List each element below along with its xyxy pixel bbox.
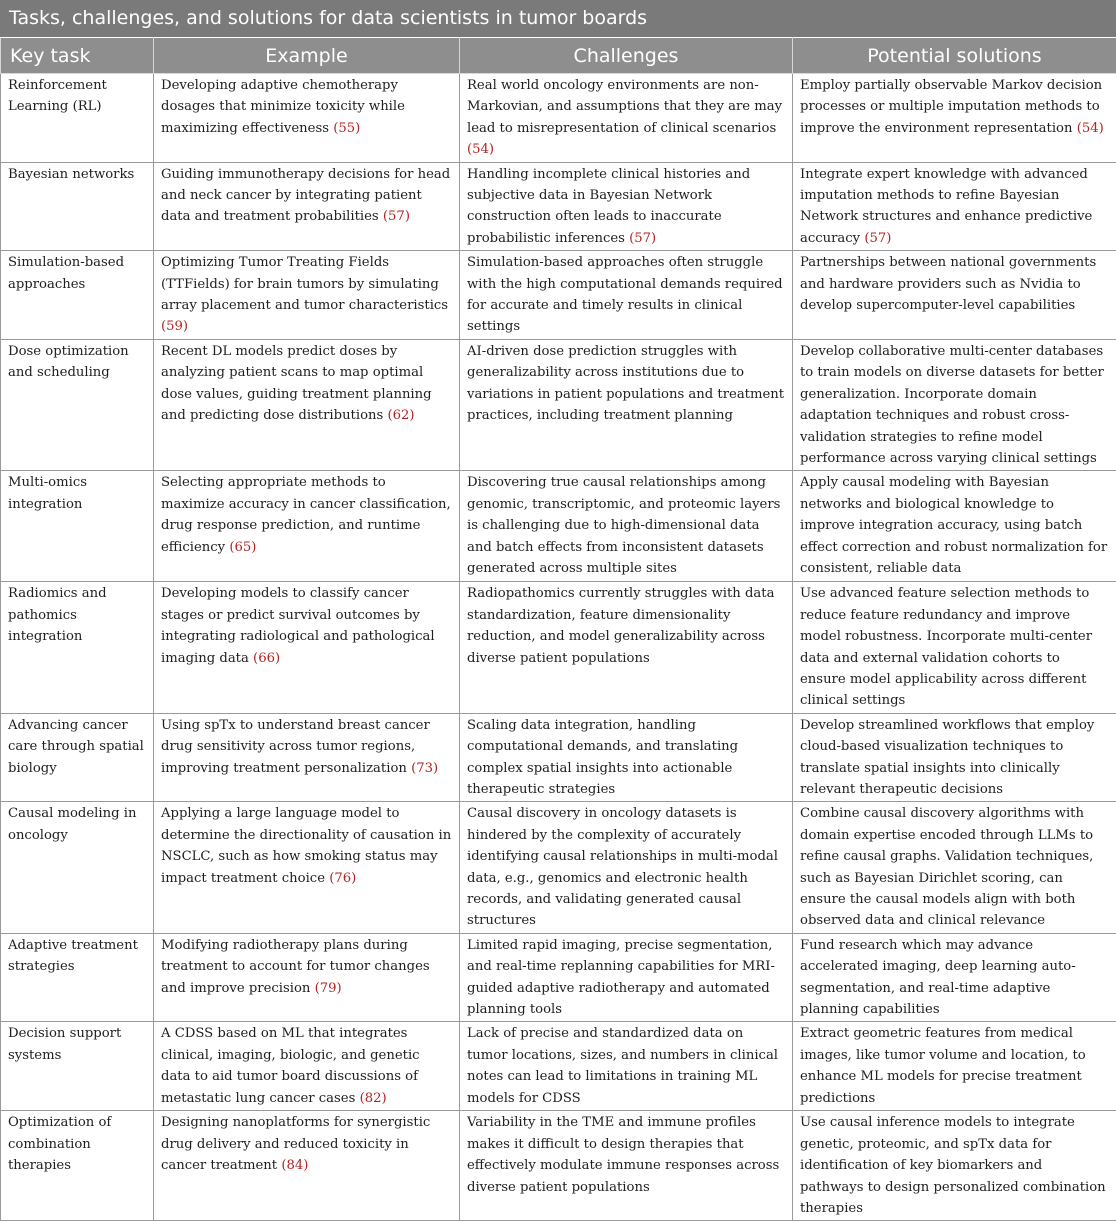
cell-potential-solutions [793,251,1116,340]
cell-example [154,339,460,470]
header-key-task: Key task [1,38,154,74]
citation-reference: (54) [1077,121,1104,136]
cell-challenges-text: Simulation-based approaches often struggle with the high computational demands required for accurate and timely results in clinical settings [467,255,783,334]
cell-example [154,471,460,582]
cell-challenges [460,74,793,163]
cell-key-task [1,1022,154,1111]
cell-challenges [460,339,793,470]
citation-reference: (55) [333,121,360,136]
cell-challenges-text: Scaling data integration, handling computational demands, and translating complex spatial insights into actionable therapeutic strategies [467,718,738,797]
cell-potential-solutions-text: Use advanced feature selection methods to reduce feature redundancy and improve model robustness. Incorporate multi-center data and external validation cohorts to ensure model applicability across different clinical settings [800,586,1092,708]
table-body [1,74,1116,1221]
cell-example-text: Selecting appropriate methods to maximize accuracy in cancer classification, drug response prediction, and runtime efficiency [161,475,451,554]
cell-challenges-text: Discovering true causal relationships among genomic, transcriptomic, and proteomic layers is challenging due to high-dimensional data and batch effects from inconsistent datasets generated across multiple sites [467,475,780,576]
citation-reference: (82) [360,1091,387,1106]
cell-challenges [460,713,793,802]
table-row [1,933,1116,1022]
citation-reference: (73) [411,761,438,776]
header-example: Example [154,38,460,74]
cell-key-task [1,582,154,713]
cell-example [154,802,460,933]
cell-example [154,162,460,251]
cell-example [154,74,460,163]
cell-potential-solutions [793,1111,1116,1221]
cell-key-task [1,802,154,933]
cell-key-task [1,251,154,340]
cell-key-task-text: Reinforcement Learning (RL) [8,78,107,114]
citation-reference: (57) [383,209,410,224]
citation-reference: (59) [161,319,188,334]
cell-challenges [460,933,793,1022]
cell-challenges-text: AI-driven dose prediction struggles with generalizability across institutions due to variations in patient populations and treatment practices, including treatment planning [467,344,784,423]
cell-potential-solutions [793,339,1116,470]
cell-example-text: Modifying radiotherapy plans during treatment to account for tumor changes and improve precision [161,938,430,996]
cell-potential-solutions-text: Develop streamlined workflows that employ cloud-based visualization techniques to translate spatial insights into clinically relevant therapeutic decisions [800,718,1094,797]
cell-example-text: A CDSS based on ML that integrates clinical, imaging, biologic, and genetic data to aid tumor board discussions of metastatic lung cancer cases [161,1026,420,1105]
cell-example-text: Using spTx to understand breast cancer drug sensitivity across tumor regions, improving treatment personalization [161,718,430,776]
citation-reference: (54) [467,142,494,157]
cell-key-task-text: Causal modeling in oncology [8,806,136,842]
citation-reference: (66) [253,651,280,666]
cell-key-task-text: Radiomics and pathomics integration [8,586,107,644]
cell-potential-solutions [793,933,1116,1022]
table-row [1,802,1116,933]
cell-potential-solutions-text: Employ partially observable Markov decision processes or multiple imputation methods to improve the environment representation [800,78,1102,136]
tasks-table [0,37,1116,1221]
cell-challenges [460,251,793,340]
cell-challenges [460,1111,793,1221]
citation-reference: (76) [329,871,356,886]
cell-challenges-text: Radiopathomics currently struggles with data standardization, feature dimensionality reduction, and model generalizability across diverse patient populations [467,586,774,665]
header-challenges: Challenges [460,38,793,74]
cell-key-task [1,933,154,1022]
cell-key-task [1,339,154,470]
cell-key-task-text: Optimization of combination therapies [8,1115,111,1173]
cell-example [154,251,460,340]
citation-reference: (79) [315,981,342,996]
cell-key-task [1,713,154,802]
table-row [1,339,1116,470]
cell-key-task [1,1111,154,1221]
table-header [1,38,1116,74]
cell-challenges [460,1022,793,1111]
cell-key-task-text: Dose optimization and scheduling [8,344,129,380]
cell-challenges-text: Causal discovery in oncology datasets is hindered by the complexity of accurately identifying causal relationships in multi-modal data, e.g., genomics and electronic health records, and validating generated causal structures [467,806,778,928]
cell-example-text: Optimizing Tumor Treating Fields (TTFields) for brain tumors by simulating array placement and tumor characteristics [161,255,448,313]
table-row [1,1022,1116,1111]
cell-key-task-text: Decision support systems [8,1026,121,1062]
citation-reference: (62) [387,408,414,423]
cell-challenges [460,582,793,713]
cell-potential-solutions [793,162,1116,251]
cell-key-task [1,74,154,163]
cell-example-text: Applying a large language model to determine the directionality of causation in NSCLC, such as how smoking status may impact treatment choice [161,806,451,885]
cell-example [154,1111,460,1221]
citation-reference: (65) [229,540,256,555]
cell-key-task [1,162,154,251]
cell-example-text: Recent DL models predict doses by analyzing patient scans to map optimal dose values, guiding treatment planning and predicting dose distributions [161,344,432,423]
table-title: Tasks, challenges, and solutions for data scientists in tumor boards [0,0,1116,37]
cell-challenges-text: Variability in the TME and immune profiles makes it difficult to design therapies that effectively modulate immune responses across diverse patient populations [467,1115,779,1194]
table-row [1,1111,1116,1221]
cell-key-task-text: Bayesian networks [8,167,134,182]
cell-challenges-text: Limited rapid imaging, precise segmentation, and real-time replanning capabilities for MRI-guided adaptive radiotherapy and automated planning tools [467,938,775,1017]
cell-challenges-text: Handling incomplete clinical histories and subjective data in Bayesian Network construction often leads to inaccurate probabilistic inferences [467,167,750,246]
citation-reference: (84) [281,1158,308,1173]
cell-potential-solutions-text: Use causal inference models to integrate genetic, proteomic, and spTx data for identification of key biomarkers and pathways to design personalized combination therapies [800,1115,1106,1216]
cell-challenges [460,162,793,251]
cell-example-text: Developing models to classify cancer stages or predict survival outcomes by integrating radiological and pathological imaging data [161,586,435,665]
cell-example [154,933,460,1022]
cell-potential-solutions-text: Apply causal modeling with Bayesian networks and biological knowledge to improve integration accuracy, using batch effect correction and robust normalization for consistent, reliable data [800,475,1107,576]
cell-potential-solutions-text: Extract geometric features from medical images, like tumor volume and location, to enhance ML models for precise treatment predictions [800,1026,1086,1105]
table-row [1,471,1116,582]
cell-challenges [460,802,793,933]
table-row [1,74,1116,163]
cell-potential-solutions [793,582,1116,713]
cell-challenges-text: Real world oncology environments are non-Markovian, and assumptions that they are may lead to misrepresentation of clinical scenarios [467,78,782,136]
cell-example [154,713,460,802]
cell-key-task-text: Simulation-based approaches [8,255,124,291]
cell-potential-solutions-text: Integrate expert knowledge with advanced imputation methods to refine Bayesian Network structures and enhance predictive accuracy [800,167,1092,246]
cell-potential-solutions [793,802,1116,933]
cell-potential-solutions [793,471,1116,582]
cell-potential-solutions-text: Develop collaborative multi-center databases to train models on diverse datasets for better generalization. Incorporate domain adaptation techniques and robust cross-validation strategies to refine model performance across varying clinical settings [800,344,1104,466]
cell-example [154,582,460,713]
citation-reference: (57) [864,231,891,246]
header-potential-solutions: Potential solutions [793,38,1116,74]
cell-potential-solutions [793,1022,1116,1111]
cell-key-task-text: Multi-omics integration [8,475,87,511]
cell-example-text: Designing nanoplatforms for synergistic drug delivery and reduced toxicity in cancer treatment [161,1115,430,1173]
header-row [1,38,1116,74]
table-row [1,713,1116,802]
cell-potential-solutions [793,713,1116,802]
citation-reference: (57) [629,231,656,246]
table-row [1,251,1116,340]
cell-example-text: Developing adaptive chemotherapy dosages that minimize toxicity while maximizing effectiveness [161,78,405,136]
cell-potential-solutions-text: Partnerships between national governments and hardware providers such as Nvidia to develop supercomputer-level capabilities [800,255,1096,313]
cell-challenges-text: Lack of precise and standardized data on tumor locations, sizes, and numbers in clinical notes can lead to limitations in training ML models for CDSS [467,1026,778,1105]
cell-key-task [1,471,154,582]
cell-potential-solutions-text: Fund research which may advance accelerated imaging, deep learning auto-segmentation, and real-time adaptive planning capabilities [800,938,1076,1017]
cell-example [154,1022,460,1111]
cell-key-task-text: Advancing cancer care through spatial biology [8,718,144,776]
cell-challenges [460,471,793,582]
cell-potential-solutions-text: Combine causal discovery algorithms with domain expertise encoded through LLMs to refine causal graphs. Validation techniques, such as Bayesian Dirichlet scoring, can ensure the causal models align with both observed data and clinical relevance [800,806,1093,928]
table-row [1,162,1116,251]
table-row [1,582,1116,713]
cell-potential-solutions [793,74,1116,163]
cell-example-text: Guiding immunotherapy decisions for head and neck cancer by integrating patient data and treatment probabilities [161,167,450,225]
cell-key-task-text: Adaptive treatment strategies [8,938,138,974]
